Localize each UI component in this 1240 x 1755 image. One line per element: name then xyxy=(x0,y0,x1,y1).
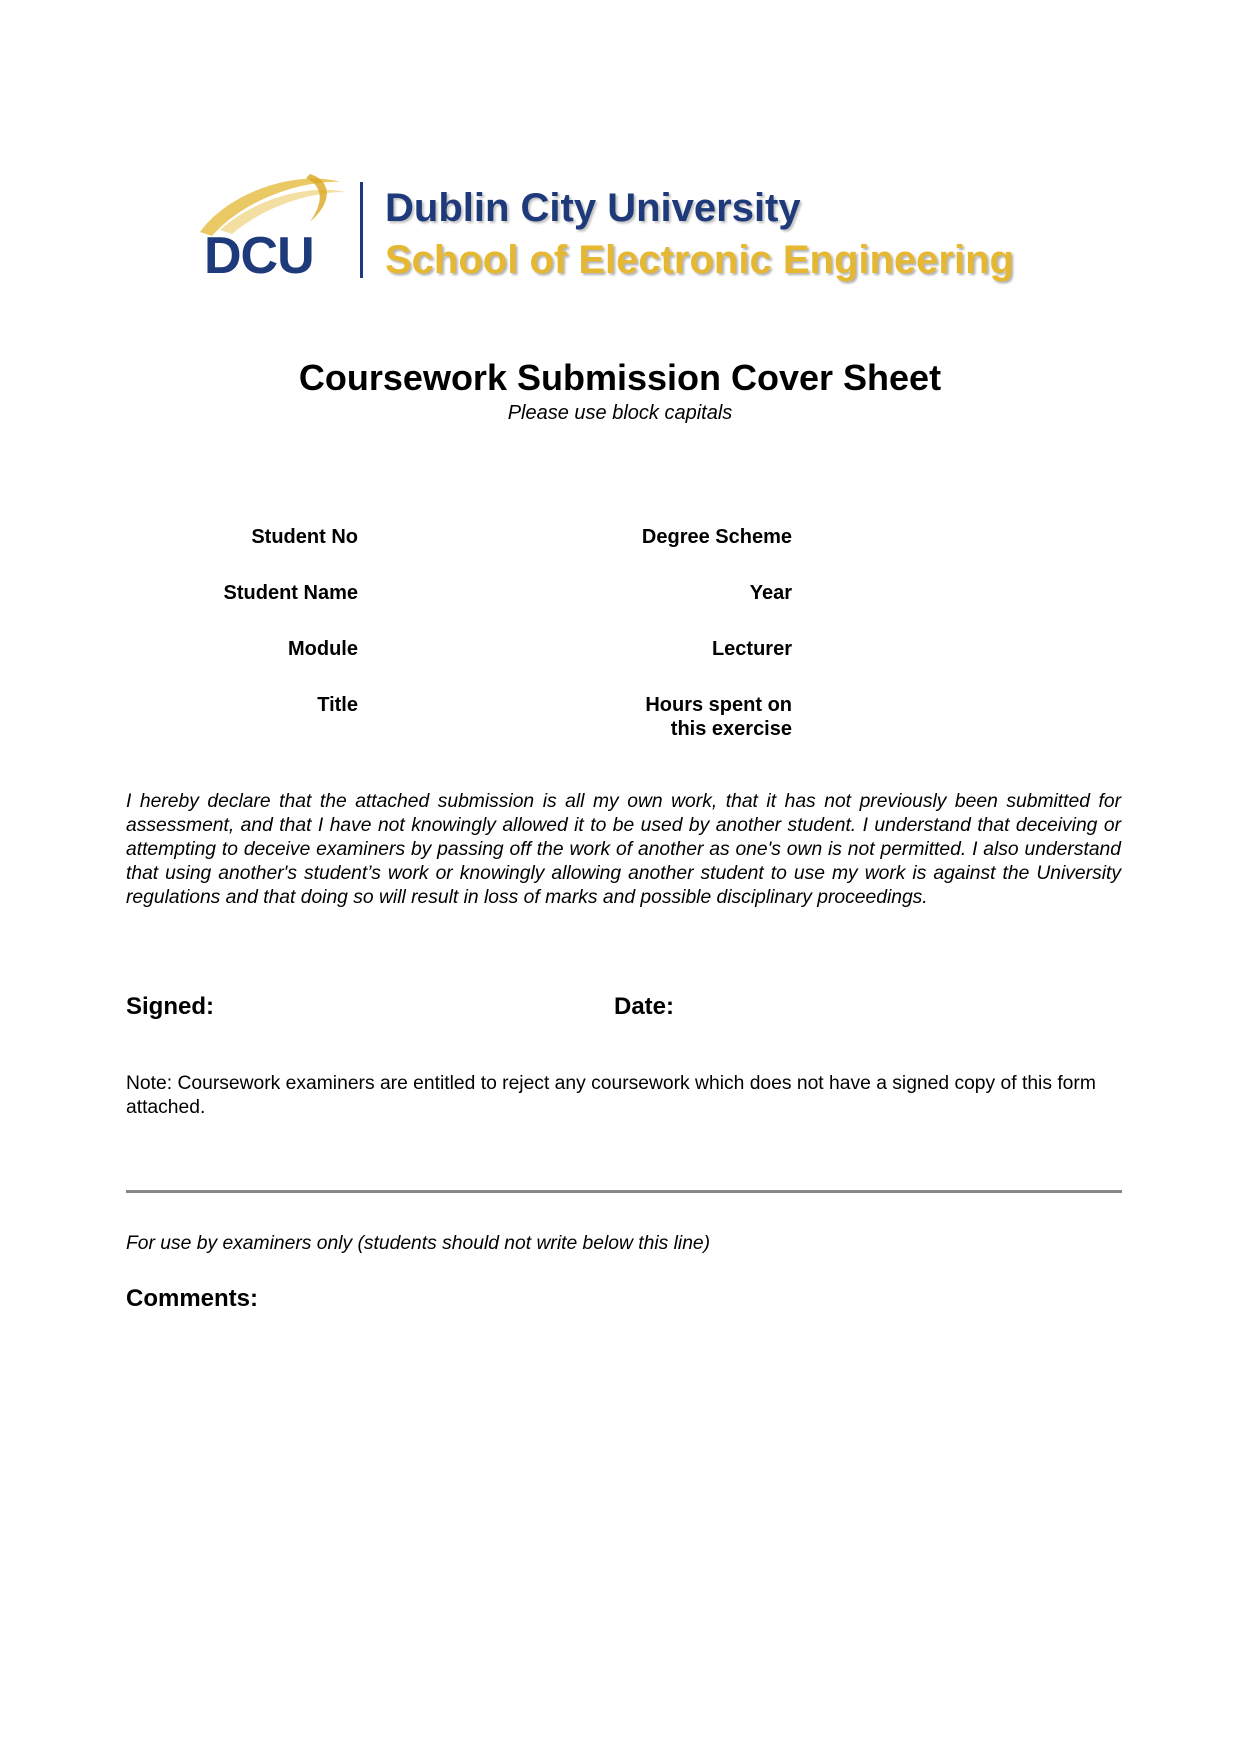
year-label: Year xyxy=(749,582,792,604)
university-name: Dublin City University xyxy=(385,186,801,230)
hours-spent-label-line2: this exercise xyxy=(670,718,792,740)
page-title: Coursework Submission Cover Sheet xyxy=(298,357,942,398)
logo-divider xyxy=(360,182,363,278)
student-no-label: Student No xyxy=(251,526,358,548)
comments-label: Comments: xyxy=(126,1285,259,1312)
lecturer-label: Lecturer xyxy=(711,638,792,660)
logo-mark: DCU xyxy=(204,227,314,285)
hours-spent-label-line1: Hours spent on xyxy=(645,694,792,716)
module-label: Module xyxy=(288,638,358,660)
date-label: Date: xyxy=(614,993,675,1020)
rejection-note: Note: Coursework examiners are entitled to reject any coursework which does not have a signed copy of this form attached. xyxy=(126,1073,1096,1118)
examiner-divider xyxy=(126,1190,1122,1193)
declaration-text: I hereby declare that the attached submission is all my own work, that it has not previously been submitted for assessment, and that I have not knowingly allowed it to be used by another student. I understand that deceiving or attempting to deceive examiners by passing off the work of another as one's own is not permitted. I also understand that using another's student’s work or knowingly allowing another student to use my work is against the University regulations and that doing so will result in loss of marks and possible disciplinary proceedings. xyxy=(126,791,1121,908)
student-name-label: Student Name xyxy=(223,582,358,604)
school-name: School of Electronic Engineering xyxy=(385,238,1014,282)
page-subtitle: Please use block capitals xyxy=(507,402,733,424)
dcu-logo xyxy=(190,170,1090,300)
examiner-only-note: For use by examiners only (students should not write below this line) xyxy=(126,1233,711,1254)
degree-scheme-label: Degree Scheme xyxy=(641,526,792,548)
signed-label: Signed: xyxy=(126,993,214,1020)
title-label: Title xyxy=(317,694,358,716)
